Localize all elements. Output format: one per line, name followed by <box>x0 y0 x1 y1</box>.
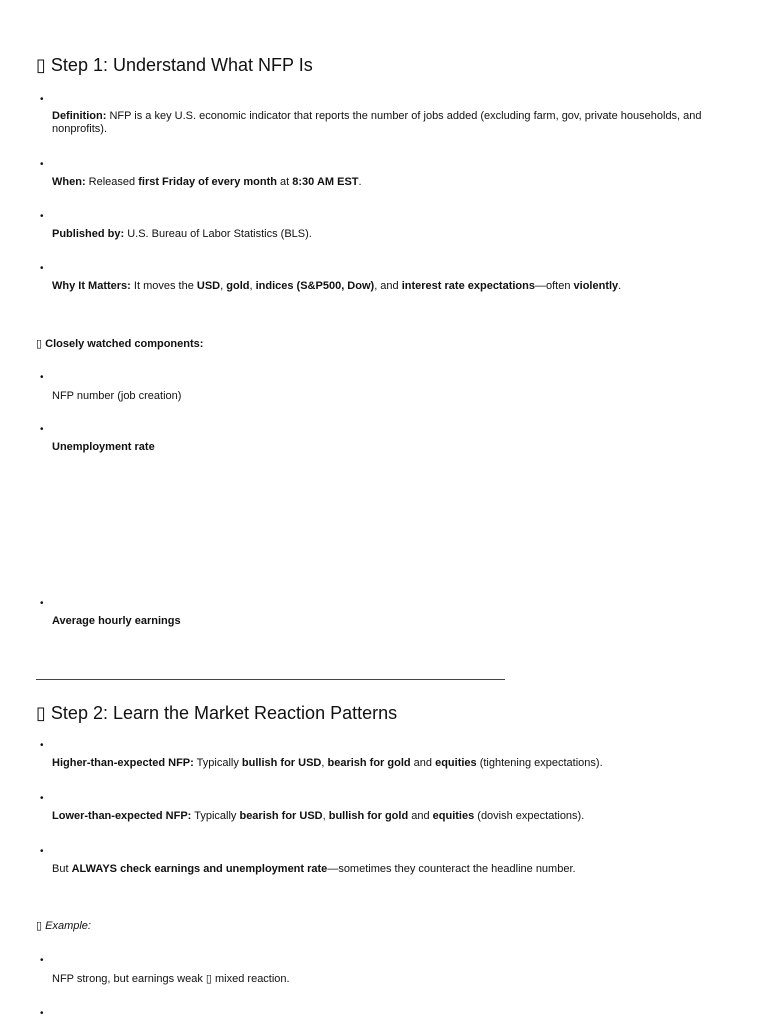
example-text <box>52 972 712 986</box>
item-text: . <box>358 176 362 188</box>
item-emphasis: bullish for USD <box>241 757 322 769</box>
item-text: —sometimes they counteract the headline number. <box>327 863 576 875</box>
list-item-text <box>52 757 712 770</box>
item-label: Definition: <box>52 110 107 122</box>
item-text: Typically <box>196 757 242 769</box>
item-emphasis: interest rate expectations <box>401 280 535 292</box>
item-text: , <box>249 280 256 292</box>
item-emphasis: bullish for gold <box>328 810 409 822</box>
item-text: But <box>52 863 72 875</box>
item-label: When: <box>52 176 86 188</box>
step1-heading <box>36 54 313 77</box>
item-text: , <box>321 757 328 769</box>
bullet: • <box>40 598 44 609</box>
item-emphasis: ALWAYS check earnings and unemployment rate <box>71 863 328 875</box>
components-icon: ▯ <box>36 337 43 350</box>
item-emphasis: 8:30 AM EST <box>292 176 359 188</box>
item-text: and <box>410 757 436 769</box>
bullet: • <box>40 740 44 751</box>
item-emphasis: violently <box>573 280 619 292</box>
bullet: • <box>40 211 44 222</box>
list-item-text <box>52 863 712 876</box>
item-label: Why It Matters: <box>52 280 131 292</box>
heading-icon: ▯ <box>36 55 46 76</box>
item-text: (dovish expectations). <box>474 810 585 822</box>
item-emphasis: bearish for gold <box>327 757 411 769</box>
item-emphasis: USD <box>196 280 221 292</box>
item-text: (tightening expectations). <box>476 757 603 769</box>
horizontal-divider <box>36 679 505 680</box>
list-item-text <box>52 228 712 241</box>
item-emphasis: first Friday of every month <box>138 176 277 188</box>
item-text: It moves the <box>133 280 197 292</box>
example-text-pre: NFP strong, but earnings weak <box>52 973 206 985</box>
example-icon: ▯ <box>36 919 43 932</box>
item-text: , and <box>374 280 402 292</box>
item-label: Higher-than-expected NFP: <box>52 757 194 769</box>
example-heading-text: Example: <box>45 920 91 932</box>
heading-icon: ▯ <box>36 703 46 724</box>
bullet: • <box>40 372 44 383</box>
component-text: NFP number (job creation) <box>52 390 182 402</box>
bullet: • <box>40 955 44 966</box>
item-emphasis: indices (S&P500, Dow) <box>255 280 375 292</box>
item-label: Lower-than-expected NFP: <box>52 810 192 822</box>
item-emphasis: bearish for USD <box>239 810 323 822</box>
bullet: • <box>40 263 44 274</box>
list-item-text <box>52 110 712 136</box>
example-text-post: mixed reaction. <box>211 973 290 985</box>
components-heading <box>36 337 203 351</box>
item-text: . <box>618 280 622 292</box>
component-text: Average hourly earnings <box>52 615 181 627</box>
step1-title: Step 1: Understand What NFP Is <box>50 55 313 75</box>
item-body: U.S. Bureau of Labor Statistics (BLS). <box>127 228 312 240</box>
list-item-text <box>52 176 712 189</box>
item-text: Released <box>88 176 139 188</box>
bullet: • <box>40 159 44 170</box>
item-text: Typically <box>194 810 240 822</box>
step2-title: Step 2: Learn the Market Reaction Patterns <box>50 703 398 723</box>
component-text: Unemployment rate <box>52 441 155 453</box>
step2-heading <box>36 702 397 725</box>
item-label: Published by: <box>52 228 125 240</box>
item-text: , <box>220 280 227 292</box>
item-emphasis: equities <box>432 810 475 822</box>
bullet: • <box>40 793 44 804</box>
item-text: at <box>276 176 293 188</box>
item-text: and <box>408 810 433 822</box>
list-item-text <box>52 810 712 823</box>
item-body: NFP is a key U.S. economic indicator that reports the number of jobs added (excluding farm, gov, private households, and nonprofits). <box>52 110 702 135</box>
item-text: , <box>322 810 329 822</box>
bullet: • <box>40 94 44 105</box>
item-text: —often <box>535 280 574 292</box>
bullet: • <box>40 846 44 857</box>
bullet: • <box>40 1008 44 1019</box>
components-heading-text: Closely watched components: <box>45 338 204 350</box>
example-heading <box>36 919 91 933</box>
item-emphasis: equities <box>435 757 477 769</box>
bullet: • <box>40 424 44 435</box>
list-item-text <box>52 280 712 293</box>
arrow-icon: ▯ <box>205 972 212 985</box>
item-emphasis: gold <box>226 280 250 292</box>
